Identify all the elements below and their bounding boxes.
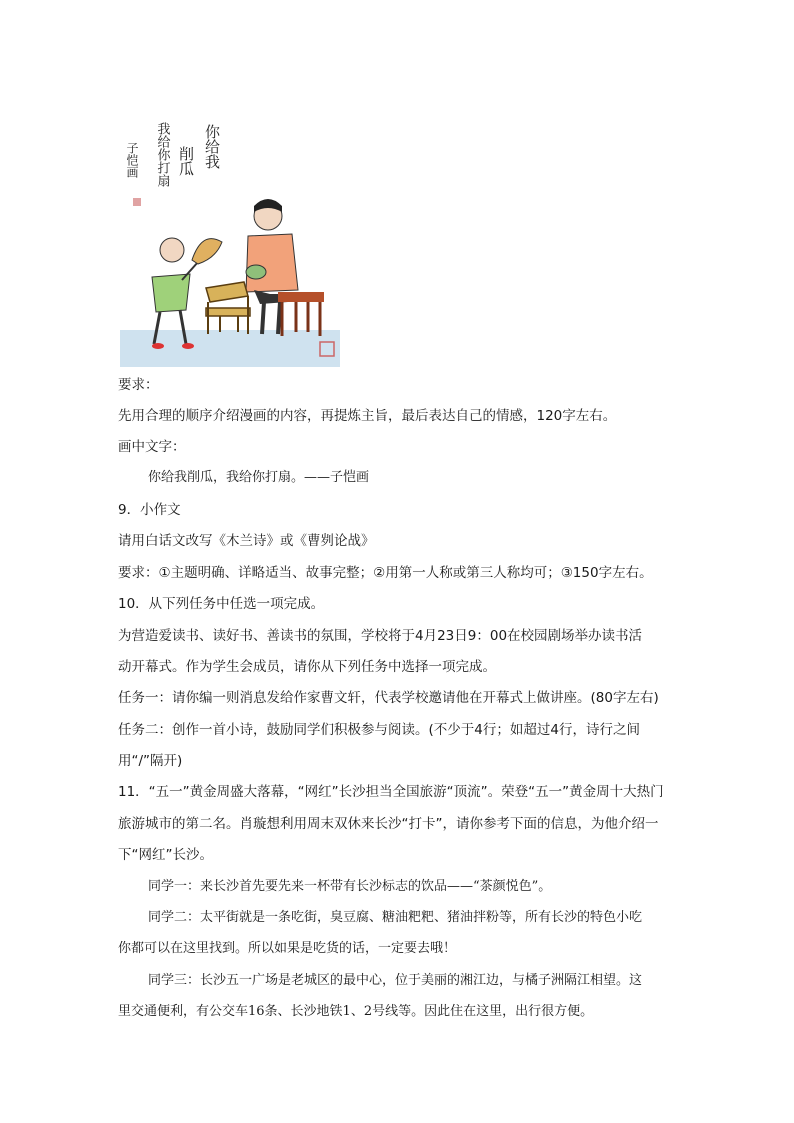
woman-legs (262, 302, 280, 334)
woman-shirt (246, 234, 298, 292)
q11-text-3: 下“网红”长沙。 (118, 847, 213, 863)
fan-icon (192, 239, 222, 264)
inscription-col1: 你给我 (203, 124, 221, 169)
inscription-col2: 削瓜 (177, 146, 195, 176)
child-shoe-left (152, 343, 164, 349)
q10-task-1: 任务一：请你编一则消息发给作家曹文轩，代表学校邀请他在开幕式上做讲座。(80字左右) (118, 690, 659, 706)
signature: 子恺画 (125, 142, 139, 178)
illustration (120, 112, 340, 367)
chair-back (206, 282, 248, 302)
classmate-3: 同学三：长沙五一广场是老城区的最中心，位于美丽的湘江边，与橘子洲隔江相望。这 (148, 973, 643, 988)
q11-text-2: 旅游城市的第二名。肖璇想利用周末双休来长沙“打卡”，请你参考下面的信息，为他介绍一 (118, 816, 659, 832)
q9-title: 9．小作文 (118, 502, 181, 518)
caption-label: 画中文字： (118, 439, 186, 455)
q9-prompt: 请用白话文改写《木兰诗》或《曹刿论战》 (118, 533, 375, 549)
q10-title: 10．从下列任务中任选一项完成。 (118, 596, 325, 612)
q10-task-2: 任务二：创作一首小诗，鼓励同学们积极参与阅读。(不少于4行；如超过4行，诗行之间 (118, 722, 640, 738)
q9-requirement: 要求：①主题明确、详略适当、故事完整；②用第一人称或第三人称均可；③150字左右。 (118, 565, 653, 581)
classmate-2: 同学二：太平街就是一条吃街，臭豆腐、糖油粑粑、猪油拌粉等，所有长沙的特色小吃 (148, 910, 643, 925)
child-shirt (152, 274, 190, 312)
requirement-text: 先用合理的顺序介绍漫画的内容，再提炼主旨，最后表达自己的情感，120字左右。 (118, 408, 617, 424)
q10-context-1: 为营造爱读书、读好书、善读书的氛围，学校将于4月23日9：00在校园剧场举办读书活 (118, 628, 643, 644)
classmate-1: 同学一：来长沙首先要先来一杯带有长沙标志的饮品——“茶颜悦色”。 (148, 879, 552, 894)
seal-stamp (133, 198, 141, 206)
q11-text-1: 11．“五一”黄金周盛大落幕，“网红”长沙担当全国旅游“顶流”。荣登“五一”黄金周十大热门 (118, 784, 664, 800)
caption-text: 你给我削瓜，我给你打扇。——子恺画 (148, 470, 370, 485)
classmate-2-cont: 你都可以在这里找到。所以如果是吃货的话，一定要去哦！ (118, 941, 457, 956)
q10-context-2: 动开幕式。作为学生会成员，请你从下列任务中选择一项完成。 (118, 659, 496, 675)
ground-wash (120, 330, 340, 367)
chair-seat (206, 308, 250, 316)
classmate-3-cont: 里交通便利，有公交车16条、长沙地铁1、2号线等。因此住在这里，出行很方便。 (118, 1004, 594, 1019)
child-shoe-right (182, 343, 194, 349)
child-head (160, 238, 184, 262)
q10-task-2-cont: 用“/”隔开) (118, 753, 183, 769)
requirement-label: 要求： (118, 377, 159, 393)
inscription-col3: 我给你打扇 (154, 122, 170, 187)
melon-icon (246, 265, 266, 279)
stool-seat (278, 292, 324, 302)
